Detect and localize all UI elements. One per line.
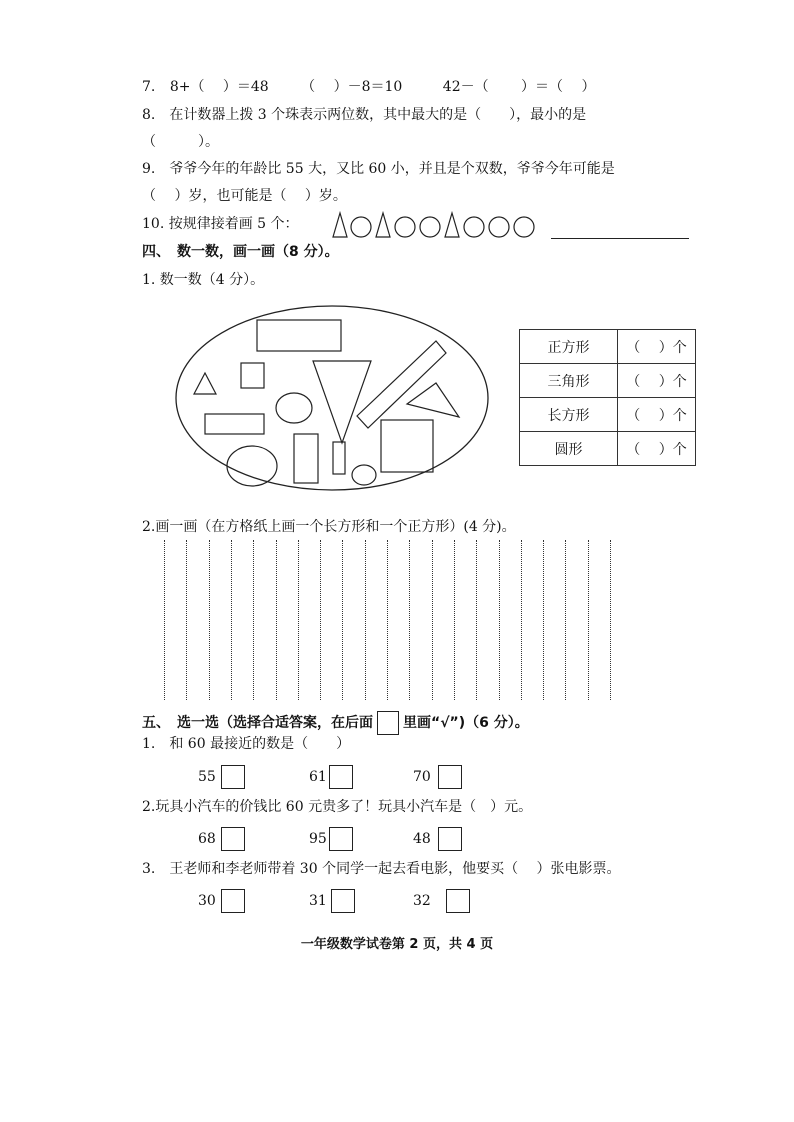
section-5-heading bbox=[142, 711, 529, 735]
answer-checkbox[interactable] bbox=[329, 765, 353, 789]
grid-line bbox=[186, 540, 187, 700]
question-9-line1: 9. 爷爷今年的年龄比 55 大，又比 60 小，并且是个双数，爷爷今年可能是 bbox=[142, 161, 615, 177]
grid-line bbox=[387, 540, 388, 700]
count-blank[interactable]: （ ）个 bbox=[618, 398, 696, 432]
row-label: 正方形 bbox=[520, 330, 618, 364]
answer-checkbox[interactable] bbox=[438, 765, 462, 789]
option-label: 31 bbox=[309, 893, 327, 909]
option-label: 55 bbox=[198, 769, 216, 785]
grid-line bbox=[476, 540, 477, 700]
answer-line[interactable] bbox=[551, 238, 689, 239]
shape-circle bbox=[227, 446, 277, 486]
question-7 bbox=[142, 77, 596, 97]
grid-line bbox=[499, 540, 500, 700]
pattern-circle bbox=[420, 217, 440, 237]
shape-rectangle bbox=[333, 442, 345, 474]
table-row bbox=[520, 398, 696, 432]
shape-triangle bbox=[313, 361, 371, 443]
grid-line bbox=[320, 540, 321, 700]
heading-part-b: 里画“√”)（6 分）。 bbox=[403, 715, 529, 731]
table-row bbox=[520, 330, 696, 364]
shape-triangle bbox=[407, 383, 459, 417]
answer-checkbox[interactable] bbox=[221, 889, 245, 913]
grid-line bbox=[164, 540, 165, 700]
option-label: 70 bbox=[413, 769, 431, 785]
shape-circle bbox=[352, 465, 376, 485]
grid-line bbox=[432, 540, 433, 700]
part4-q1-prompt: 1. 数一数（4 分）。 bbox=[142, 272, 265, 288]
shape-rectangle bbox=[357, 341, 446, 428]
option-label: 32 bbox=[413, 893, 431, 909]
blank-expression-b: （ ）－8＝10 bbox=[301, 79, 403, 95]
blank-expression-a: 8+（ ）＝48 bbox=[169, 79, 269, 95]
shape-rectangle bbox=[294, 434, 318, 483]
grid-line bbox=[521, 540, 522, 700]
row-label: 长方形 bbox=[520, 398, 618, 432]
shape-square bbox=[381, 420, 433, 472]
pattern-circle bbox=[514, 217, 534, 237]
pattern-circle bbox=[395, 217, 415, 237]
answer-checkbox[interactable] bbox=[221, 827, 245, 851]
pattern-circle bbox=[351, 217, 371, 237]
option-label: 95 bbox=[309, 831, 327, 847]
option-label: 61 bbox=[309, 769, 327, 785]
pattern-triangle bbox=[445, 213, 459, 237]
answer-checkbox[interactable] bbox=[329, 827, 353, 851]
row-label: 三角形 bbox=[520, 364, 618, 398]
page-footer: 一年级数学试卷第 2 页，共 4 页 bbox=[300, 937, 494, 952]
grid-line bbox=[231, 540, 232, 700]
pattern-triangle bbox=[333, 213, 347, 237]
option-label: 48 bbox=[413, 831, 431, 847]
grid-line bbox=[342, 540, 343, 700]
part4-q2-prompt: 2.画一画（在方格纸上画一个长方形和一个正方形）(4 分)。 bbox=[142, 519, 516, 535]
answer-checkbox[interactable] bbox=[331, 889, 355, 913]
row-label: 圆形 bbox=[520, 432, 618, 466]
grid-line bbox=[276, 540, 277, 700]
answer-checkbox[interactable] bbox=[221, 765, 245, 789]
question-8-line2: （ ）。 bbox=[142, 134, 219, 150]
checkbox-sample bbox=[377, 711, 399, 735]
table-row bbox=[520, 432, 696, 466]
grid-line bbox=[588, 540, 589, 700]
blank-expression-c: 42－（ ）＝（ ） bbox=[442, 79, 596, 95]
grid-line bbox=[365, 540, 366, 700]
question-10: 10. 按规律接着画 5 个： bbox=[142, 216, 299, 232]
part5-q2-prompt: 2.玩具小汽车的价钱比 60 元贵多了！玩具小汽车是（ ）元。 bbox=[142, 799, 533, 815]
shape-rectangle bbox=[205, 414, 264, 434]
pattern-circle bbox=[489, 217, 509, 237]
answer-checkbox[interactable] bbox=[438, 827, 462, 851]
count-blank[interactable]: （ ）个 bbox=[618, 330, 696, 364]
section-4-heading: 四、 数一数，画一画（8 分）。 bbox=[142, 244, 339, 260]
question-9-line2: （ ）岁，也可能是（ ）岁。 bbox=[142, 188, 347, 204]
shape-triangle bbox=[194, 373, 216, 394]
count-blank[interactable]: （ ）个 bbox=[618, 432, 696, 466]
count-table bbox=[519, 329, 696, 466]
container-ellipse bbox=[176, 306, 488, 490]
shape-square bbox=[241, 363, 264, 388]
shapes-figure bbox=[170, 300, 500, 500]
grid-line bbox=[298, 540, 299, 700]
pattern-triangle bbox=[376, 213, 390, 237]
grid-line bbox=[543, 540, 544, 700]
grid-line bbox=[209, 540, 210, 700]
answer-checkbox[interactable] bbox=[446, 889, 470, 913]
pattern-sequence bbox=[330, 210, 540, 240]
grid-line bbox=[409, 540, 410, 700]
table-row bbox=[520, 364, 696, 398]
question-8-line1: 8. 在计数器上拨 3 个珠表示两位数，其中最大的是（ ），最小的是 bbox=[142, 107, 587, 123]
shape-rectangle bbox=[257, 320, 341, 351]
grid-line bbox=[454, 540, 455, 700]
grid-line bbox=[610, 540, 611, 700]
pattern-circle bbox=[464, 217, 484, 237]
grid-line bbox=[565, 540, 566, 700]
heading-part-a: 五、 选一选（选择合适答案，在后面 bbox=[142, 715, 373, 731]
option-label: 30 bbox=[198, 893, 216, 909]
part5-q1-prompt: 1. 和 60 最接近的数是（ ） bbox=[142, 736, 351, 752]
shape-circle bbox=[276, 393, 312, 423]
part5-q3-prompt: 3. 王老师和李老师带着 30 个同学一起去看电影，他要买（ ）张电影票。 bbox=[142, 861, 621, 877]
question-number: 7. bbox=[142, 79, 156, 95]
option-label: 68 bbox=[198, 831, 216, 847]
count-blank[interactable]: （ ）个 bbox=[618, 364, 696, 398]
grid-line bbox=[253, 540, 254, 700]
